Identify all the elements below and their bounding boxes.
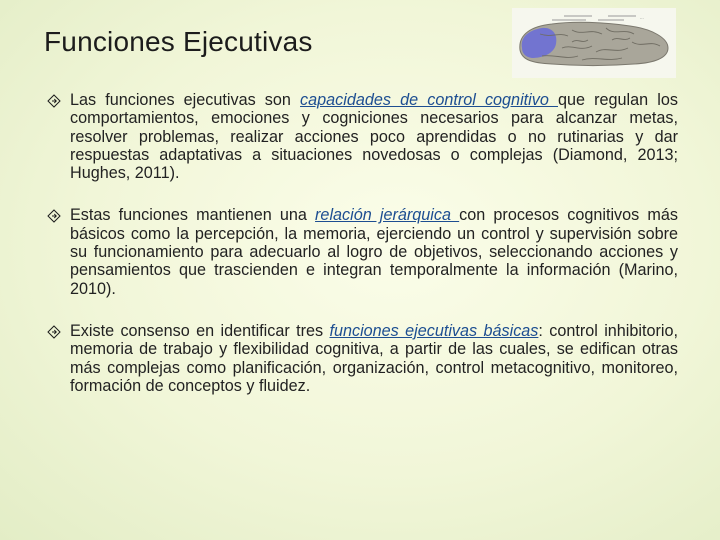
bullet-text: Las funciones ejecutivas son capacidades de control cognitivo que regulan los comportamientos, emociones y cogniciones necesarios para alcanzar metas, resolver problemas, realizar acciones poco aprendidas o no rutinarias y dar respuestas adaptativas a situaciones novedosas o complejas (Diamond, 2013; Hughes, 2011). bbox=[70, 91, 678, 183]
bullet-item bbox=[46, 322, 678, 395]
diamond-bullet-icon bbox=[47, 325, 61, 339]
bullet-text: Existe consenso en identificar tres funciones ejecutivas básicas: control inhibitorio, memoria de trabajo y flexibilidad cognitiva, a partir de las cuales, se edifican otras más complejas como planificación, organización, control metacognitivo, monitoreo, formación de conceptos y fluidez. bbox=[70, 321, 678, 395]
highlight-term: capacidades de control cognitivo bbox=[300, 91, 558, 109]
bullet-text: Estas funciones mantienen una relación jerárquica con procesos cognitivos más básicos como la percepción, la memoria, ejerciendo un control y supervisión sobre su funcionamiento para adecuarlo al logro de objetivos, seleccionando acciones y pensamientos que trascienden e integran temporalmente la información (Marino, 2010). bbox=[70, 206, 678, 298]
brain-image bbox=[512, 8, 676, 78]
svg-text:...: ... bbox=[640, 15, 644, 20]
diamond-bullet-icon bbox=[47, 209, 61, 223]
bullet-list bbox=[46, 91, 678, 419]
highlight-term: relación jerárquica bbox=[315, 206, 460, 225]
brain-icon bbox=[512, 8, 676, 78]
bullet-item bbox=[46, 206, 678, 297]
bullet-item bbox=[46, 91, 678, 182]
diamond-bullet-icon bbox=[47, 94, 61, 108]
page-title: Funciones Ejecutivas bbox=[44, 26, 313, 57]
highlight-term: funciones ejecutivas básicas bbox=[329, 321, 539, 340]
